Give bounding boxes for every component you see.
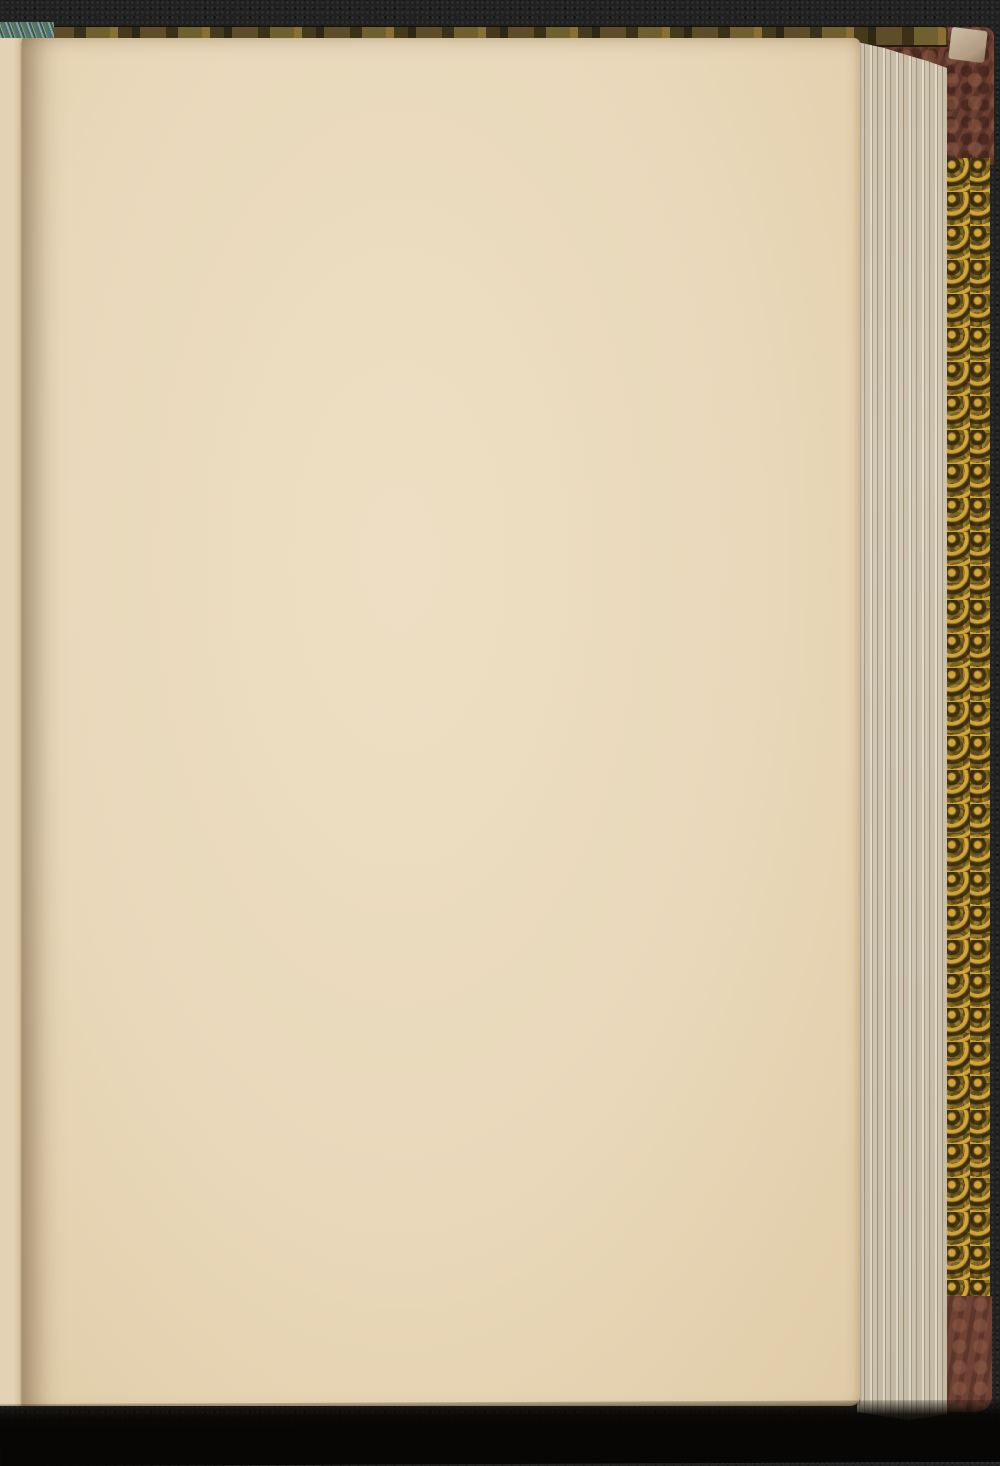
fore-edge-page-stack: [857, 42, 947, 1420]
bottom-shadow: [0, 1400, 1000, 1466]
worn-cover-corner: [948, 27, 988, 63]
marbled-cover-edge: [944, 158, 990, 1304]
book-page: [22, 38, 860, 1406]
